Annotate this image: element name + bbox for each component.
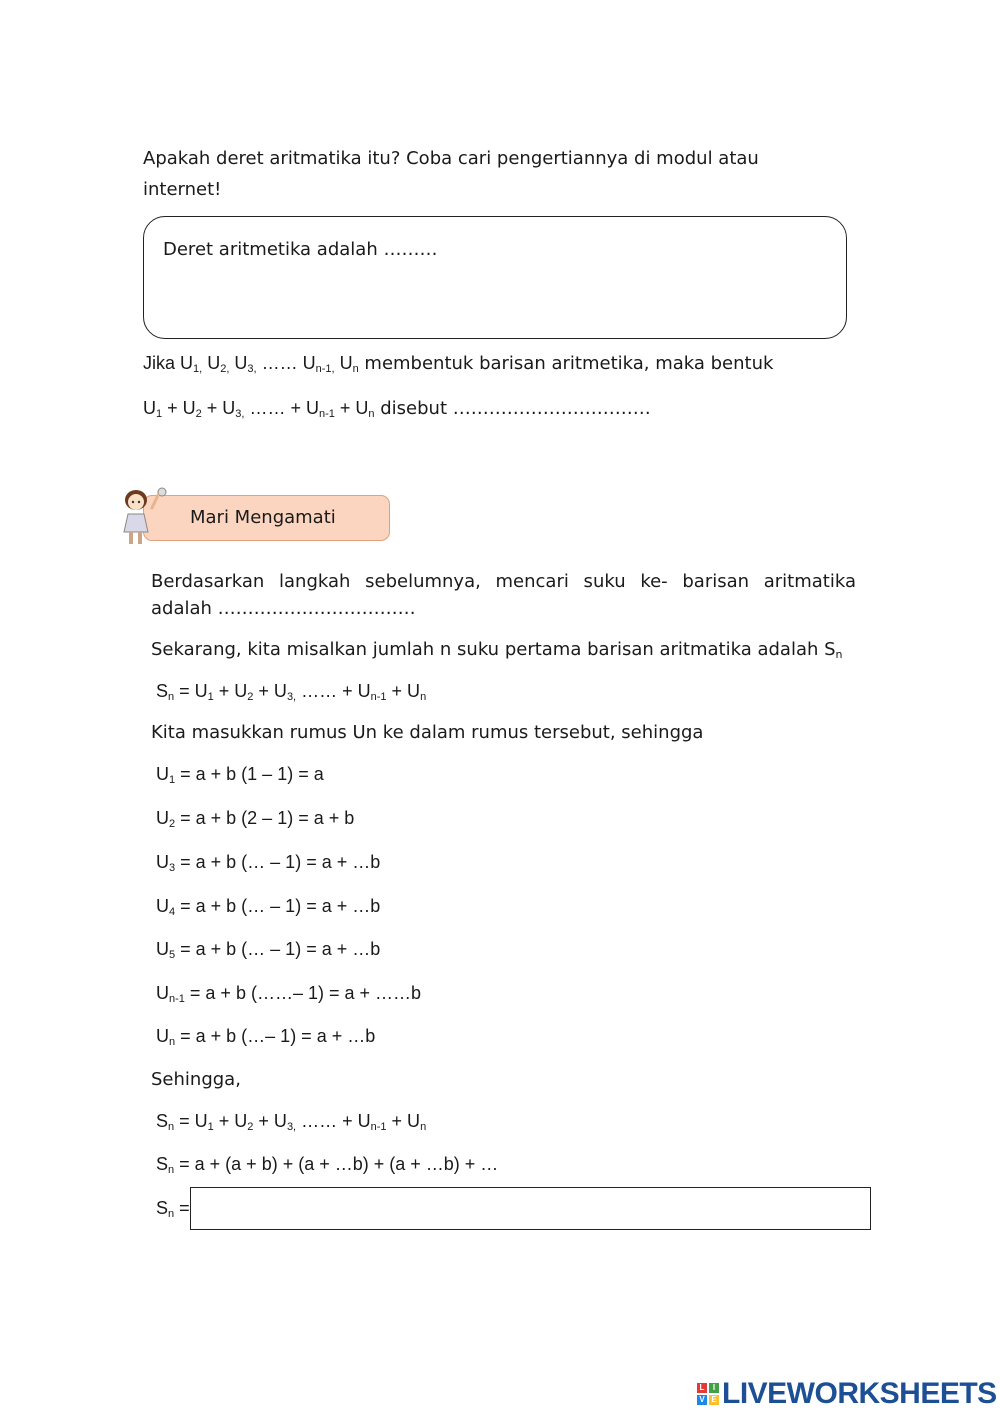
formula-un-1: $U_{n-1} = a + b$ (……– 1) = a + ……b [156,983,422,1005]
logo-grid-icon: L I V E [697,1383,719,1405]
liveworksheets-logo[interactable] [697,1377,997,1411]
sn-expansion: $S_n = a + (a + b) + (a$ + …b) + (a + …b) + … [156,1154,499,1176]
formula-u1: $U_1 = a + b$ (1 – 1) = a [156,764,324,786]
section-paragraph-1b: adalah …………………………… [151,598,416,619]
definition-prompt: Deret aritmetika adalah ……… [163,239,438,260]
formula-u3: $U_3 = a + b$ (… – 1) = a + …b [156,852,381,874]
section-paragraph-1a: Berdasarkan langkah sebelumnya, mencari suku ke- barisan aritmatika [151,571,856,592]
formula-u2: $U_2 = a + b$ (2 – 1) = a + b [156,808,355,830]
sn-answer-label: $S_n$ = [156,1198,190,1220]
sum-line: $U_1 + U_2 + U_{3,}$ …… + $U_{n-1} + U_n$ disebut …………………………… [143,398,651,420]
formula-u4: $U_4 = a + b$ (… – 1) = a + …b [156,896,381,918]
jika-line: Jika $U_{1,}$ $U_{2,}$ $U_{3,}$ …… $U_{n-1,}$ $U_n$ membentuk barisan aritmetika, maka bentuk [143,353,774,375]
sehingga-label: Sehingga, [151,1069,241,1090]
section-paragraph-2: Sekarang, kita misalkan jumlah n suku pertama barisan aritmatika adalah $S_n$ [151,639,843,661]
section-paragraph-3: Kita masukkan rumus Un ke dalam rumus tersebut, sehingga [151,722,704,743]
banner-title: Mari Mengamati [190,507,336,528]
sn-definition: $S_n = U_1 + U_2 + U_{3,}$ …… + $U_{n-1} + U_n$ [156,681,427,703]
formula-u5: $U_5 = a + b$ (… – 1) = a + …b [156,939,381,961]
section-banner [143,495,390,541]
formula-un: $U_n = a + b$ (…– 1) = a + …b [156,1026,376,1048]
logo-text: LIVEWORKSHEETS [722,1377,997,1410]
intro-line-1: Apakah deret aritmatika itu? Coba cari pengertiannya di modul atau [143,148,759,169]
sn-definition-repeat: $S_n = U_1 + U_2 + U_{3,}$ …… + $U_{n-1} + U_n$ [156,1111,427,1133]
intro-line-2: internet! [143,179,222,200]
girl-mascot-icon [118,486,170,548]
definition-answer-box[interactable] [143,216,847,339]
sn-answer-input[interactable] [190,1187,871,1230]
